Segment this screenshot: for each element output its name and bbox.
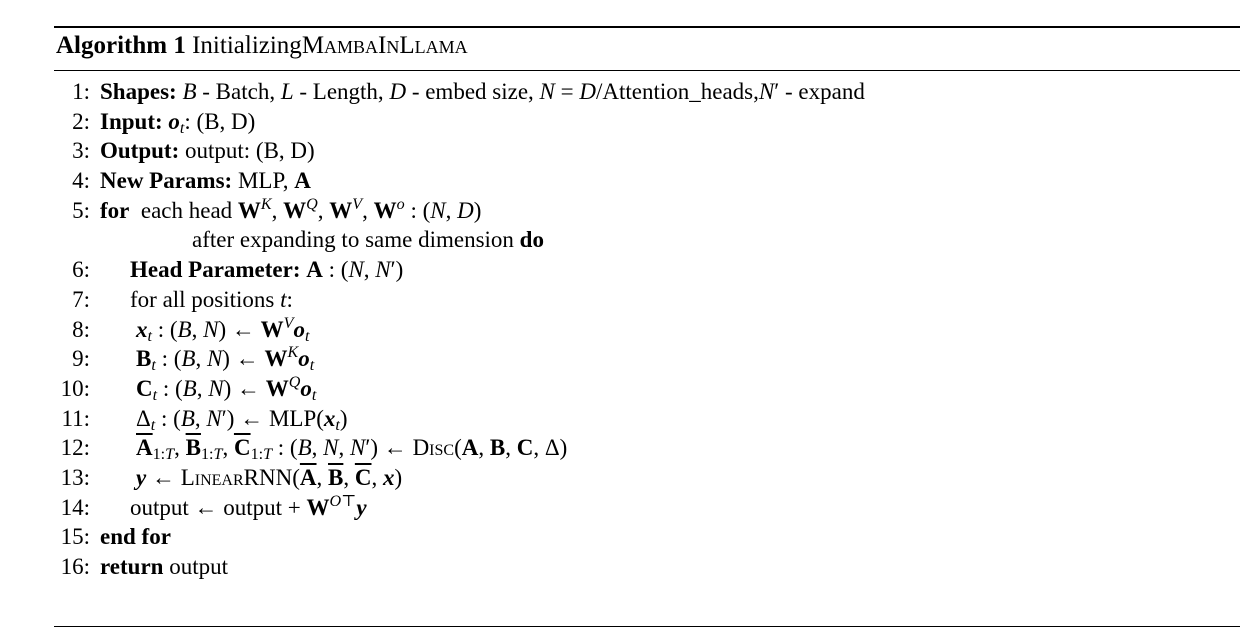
line-number: 15: (60, 524, 90, 550)
line-number: 2: (72, 108, 90, 134)
line-text: A : (N, N′) (306, 257, 404, 283)
line-text: y ← $LinearRNN(\overline{A}$, $\overline{B}$, $\overline{C}$, x) (136, 464, 403, 490)
line-text: each head $W^K$, $W^Q$, $W^V$, $W^o$ : (N, D) (140, 195, 482, 223)
line-10 (54, 374, 1240, 404)
line-2 (54, 107, 1240, 137)
line-number: 11: (61, 405, 90, 431)
line-number: 10: (60, 375, 90, 401)
line-text: output: (B, D) (185, 138, 315, 164)
line-number: 13: (60, 464, 90, 490)
algorithm-label: Algorithm 1 (56, 32, 186, 59)
line-8 (54, 315, 1240, 345)
keyword: return (100, 554, 164, 579)
line-number: 6: (72, 257, 90, 283)
line-5 (54, 196, 1240, 226)
keyword: Output: (100, 138, 180, 164)
line-text: output (169, 554, 228, 579)
keyword: Head Parameter: (130, 257, 301, 283)
algorithm-lines (54, 77, 1240, 582)
line-13 (54, 463, 1240, 493)
keyword: Input: (100, 108, 163, 134)
line-number: 4: (72, 168, 90, 194)
line-6 (54, 255, 1240, 285)
line-text: $B_t$ : (B, N) ← $W^Ko_t$ (136, 344, 315, 375)
algorithm-block (54, 26, 1240, 630)
line-number: 3: (72, 138, 90, 164)
line-text: $\Delta_t$ : (B, N′) ← $MLP(x_t)$ (136, 405, 348, 434)
line-text: after expanding to same dimension do (192, 227, 544, 253)
line-12 (54, 433, 1240, 463)
line-number: 9: (72, 346, 90, 372)
algorithm-title-prefix: Initializing (192, 32, 302, 59)
line-text: $x_t$ : (B, N) ← $W^Vo_t$ (136, 314, 310, 345)
line-text: output ← output + $W^{O⊤}y$ (130, 492, 367, 520)
line-text: $\overline{A}_{1:T}$, $\overline{B}_{1:T}$, $\overline{C}_{1:T}$ : (B, N, N′) ← Disc(A, B, C, Δ) (136, 435, 568, 464)
line-number: 16: (60, 554, 90, 579)
line-number: 5: (72, 197, 90, 223)
line-5-continuation (54, 225, 1240, 255)
keyword: Shapes: (100, 79, 177, 104)
line-1 (54, 77, 1240, 107)
algorithm-title (56, 32, 468, 60)
top-rule (54, 26, 1240, 28)
line-text: for all positions t: (130, 286, 293, 312)
line-15 (54, 522, 1240, 552)
line-number: 12: (60, 435, 90, 461)
algorithm-name: MambaInLlama (301, 32, 468, 59)
line-3 (54, 136, 1240, 166)
line-14 (54, 493, 1240, 523)
line-9 (54, 344, 1240, 374)
keyword: New Params: (100, 168, 233, 194)
line-number: 1: (72, 79, 90, 104)
line-number: 7: (72, 286, 90, 312)
line-text: B - Batch, L - Length, D - embed size, N = D/Attention_heads,N′ - expand (182, 79, 865, 104)
line-text: MLP, A (237, 168, 311, 194)
line-number: 14: (60, 494, 90, 520)
keyword: end for (100, 524, 171, 550)
line-text: $o_t$: (B, D) (168, 108, 256, 137)
line-7 (54, 285, 1240, 315)
bottom-rule (54, 626, 1240, 627)
keyword: for (100, 197, 130, 223)
line-text: $C_t$ : (B, N) ← $W^Qo_t$ (136, 374, 317, 404)
title-rule (54, 70, 1240, 71)
line-4 (54, 166, 1240, 196)
line-16 (54, 552, 1240, 582)
line-11 (54, 404, 1240, 434)
line-number: 8: (72, 316, 90, 342)
